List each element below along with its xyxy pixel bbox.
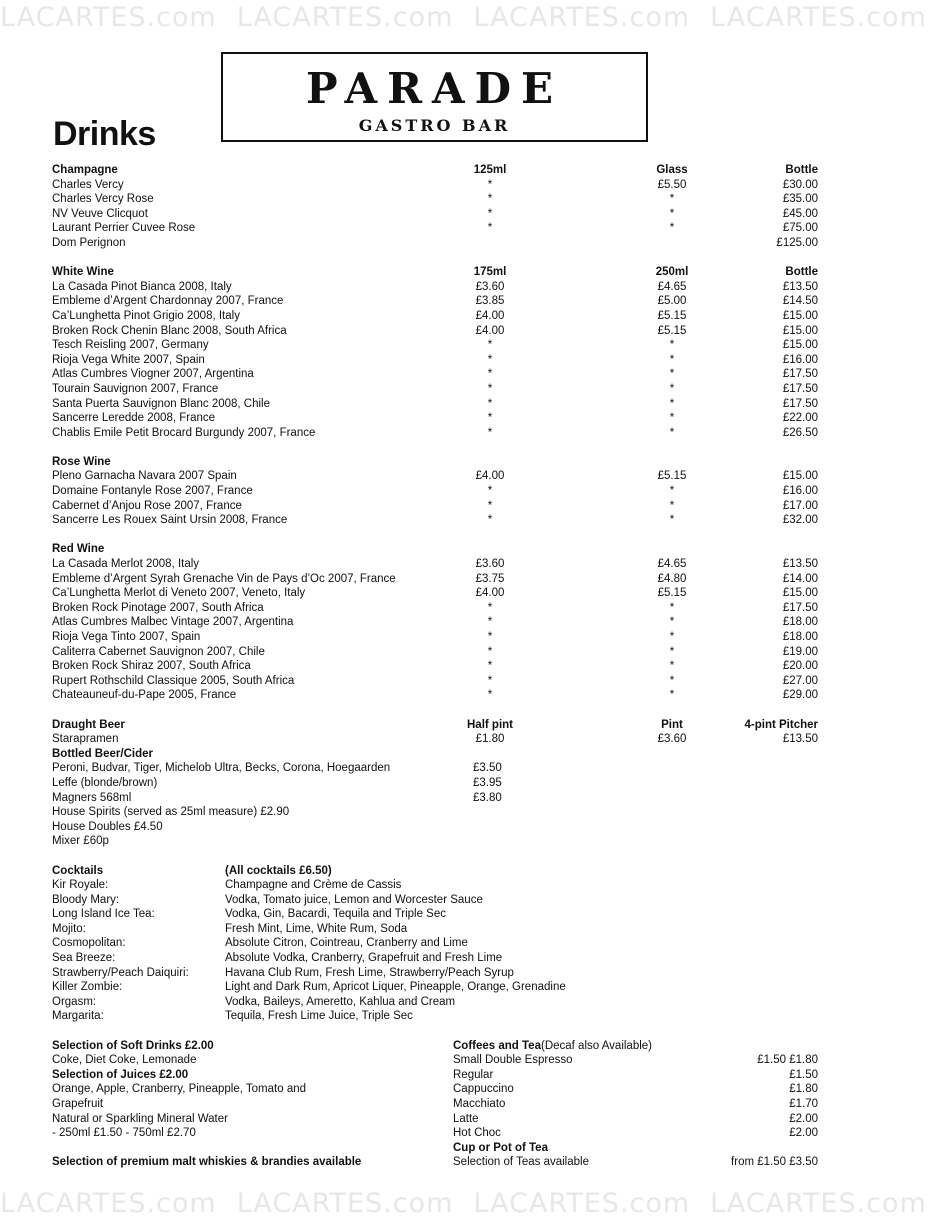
- menu-item: [52, 484, 818, 499]
- price-bottle: £17.50: [782, 368, 818, 381]
- coffee-heading-line: [453, 1039, 818, 1054]
- rose-wine-list: [52, 469, 818, 527]
- item-name: Embleme d’Argent Syrah Grenache Vin de Pays d’Oc 2007, France: [52, 572, 396, 585]
- watermark-text: LACARTES.com: [236, 2, 454, 33]
- watermark-bottom: [0, 1188, 927, 1228]
- price-bottle: £125.00: [776, 236, 818, 249]
- item-name: Macchiato: [453, 1098, 506, 1110]
- price-large: *: [669, 339, 675, 352]
- price-bottle: £15.00: [782, 324, 818, 337]
- menu-item: [52, 367, 818, 382]
- section-heading: Red Wine: [52, 543, 105, 556]
- price-bottle: £13.50: [782, 280, 818, 293]
- price-bottle: £75.00: [782, 222, 818, 235]
- menu-item: [52, 499, 818, 514]
- price-large: *: [669, 689, 675, 702]
- menu-item: [52, 572, 818, 587]
- coffee-column: [453, 1039, 818, 1170]
- item-name: Tesch Reisling 2007, Germany: [52, 339, 209, 352]
- section-header: [52, 718, 818, 733]
- item-price: £2.00: [789, 1112, 818, 1125]
- soft-drinks-and-coffee: [52, 1039, 818, 1170]
- price-large: *: [669, 382, 675, 395]
- cocktail-item: [52, 1009, 818, 1024]
- price-large: £4.65: [657, 558, 687, 571]
- price-bottle: £18.00: [782, 616, 818, 629]
- spirits-line: [52, 805, 818, 820]
- price-small: *: [487, 222, 493, 235]
- section-heading: Rose Wine: [52, 455, 111, 468]
- champagne-list: [52, 178, 818, 251]
- price-large: *: [669, 616, 675, 629]
- drinks-menu: [52, 163, 818, 1170]
- item-price: £1.80: [789, 1083, 818, 1096]
- price-bottle: £15.00: [782, 587, 818, 600]
- price-large: *: [669, 499, 675, 512]
- menu-item: [52, 761, 818, 776]
- menu-item: [52, 659, 818, 674]
- menu-item: [52, 674, 818, 689]
- item-price: £2.00: [789, 1127, 818, 1140]
- item-price: £1.50 £1.80: [757, 1054, 818, 1067]
- cocktail-item: [52, 878, 818, 893]
- price-large: *: [669, 193, 675, 206]
- item-price: from £1.50 £3.50: [731, 1156, 818, 1169]
- juices-items: Grapefruit: [52, 1098, 104, 1110]
- cocktail-item: [52, 936, 818, 951]
- column-heading: 175ml: [473, 266, 507, 279]
- cocktail-item: [52, 980, 818, 995]
- menu-item: [52, 630, 818, 645]
- menu-item: [453, 1112, 818, 1127]
- cocktail-ingredients: Vodka, Gin, Bacardi, Tequila and Triple Sec: [225, 908, 446, 921]
- cocktail-ingredients: Vodka, Baileys, Ameretto, Kahlua and Cream: [225, 995, 456, 1008]
- menu-item: [52, 397, 818, 412]
- column-heading: 125ml: [473, 164, 507, 176]
- price-bottle: £45.00: [782, 207, 818, 220]
- price-large: *: [669, 368, 675, 381]
- price-pint: £3.60: [657, 733, 687, 746]
- item-name: Domaine Fontanyle Rose 2007, France: [52, 485, 253, 498]
- menu-item: [52, 557, 818, 572]
- cocktail-name: Kir Royale:: [52, 879, 109, 892]
- price-large: £4.65: [657, 280, 687, 293]
- soft-drinks-column: [52, 1039, 432, 1170]
- item-name: Selection of Teas available: [453, 1156, 589, 1169]
- menu-item: [52, 426, 818, 441]
- price-large: £4.80: [657, 572, 687, 585]
- section-heading: Cocktails: [52, 864, 104, 877]
- price-small: *: [487, 178, 493, 191]
- section-header: [52, 455, 818, 470]
- cocktail-name: Mojito:: [52, 922, 86, 935]
- price-small: £4.00: [475, 309, 505, 322]
- price-large: *: [669, 674, 675, 687]
- item-name: Atlas Cumbres Malbec Vintage 2007, Argentina: [52, 616, 294, 629]
- item-name: Peroni, Budvar, Tiger, Michelob Ultra, Becks, Corona, Hoegaarden: [52, 762, 391, 775]
- menu-item: [52, 324, 818, 339]
- item-name: Cappuccino: [453, 1083, 514, 1096]
- price-small: £4.00: [475, 587, 505, 600]
- menu-item: [52, 688, 818, 703]
- item-name: Cabernet d’Anjou Rose 2007, France: [52, 499, 242, 512]
- section-heading: White Wine: [52, 266, 114, 279]
- menu-item: [52, 294, 818, 309]
- price-small: *: [487, 193, 493, 206]
- spirits-text: House Doubles £4.50: [52, 820, 163, 833]
- price-pitcher: £13.50: [782, 733, 818, 746]
- price-small: *: [487, 412, 493, 425]
- cocktail-name: Cosmopolitan:: [52, 937, 126, 950]
- price-small: *: [487, 631, 493, 643]
- spirits-line: [52, 820, 818, 835]
- price-small: *: [487, 674, 493, 687]
- item-price: £1.50: [789, 1068, 818, 1081]
- item-name: Sancerre Les Rouex Saint Ursin 2008, France: [52, 514, 288, 527]
- menu-item: [453, 1126, 818, 1141]
- price-bottle: £16.00: [782, 485, 818, 498]
- column-heading: Bottle: [785, 266, 818, 279]
- column-heading: Bottle: [785, 164, 818, 176]
- price-bottle: £14.00: [782, 572, 818, 585]
- price-bottle: £26.50: [782, 426, 818, 439]
- spirits-text: House Spirits (served as 25ml measure) £2.90: [52, 806, 290, 819]
- price-small: *: [487, 353, 493, 366]
- menu-item: [52, 207, 818, 222]
- item-name: Ca’Lunghetta Pinot Grigio 2008, Italy: [52, 309, 240, 322]
- watermark-text: LACARTES.com: [710, 2, 927, 33]
- price-small: *: [487, 499, 493, 512]
- cocktail-ingredients: Vodka, Tomato juice, Lemon and Worcester Sauce: [225, 893, 483, 906]
- price-small: *: [487, 339, 493, 352]
- price-small: £3.60: [475, 280, 505, 293]
- cocktail-ingredients: Fresh Mint, Lime, White Rum, Soda: [225, 922, 408, 935]
- soft-drinks-items: Coke, Diet Coke, Lemonade: [52, 1054, 197, 1067]
- item-name: Hot Choc: [453, 1127, 501, 1140]
- watermark-text: LACARTES.com: [0, 1188, 217, 1219]
- cocktail-name: Margarita:: [52, 1010, 104, 1023]
- item-name: Chateauneuf-du-Pape 2005, France: [52, 689, 237, 702]
- white-wine-section: [52, 265, 818, 440]
- item-name: Pleno Garnacha Navara 2007 Spain: [52, 470, 237, 483]
- juices-items: Orange, Apple, Cranberry, Pineapple, Tomato and: [52, 1083, 307, 1096]
- menu-item: [52, 791, 818, 806]
- price-large: *: [669, 412, 675, 425]
- coffee-heading-note: (Decaf also Available): [540, 1039, 652, 1052]
- juices-heading: Selection of Juices £2.00: [52, 1068, 189, 1081]
- beer-section: [52, 718, 818, 849]
- item-name: Atlas Cumbres Viogner 2007, Argentina: [52, 368, 254, 381]
- cocktail-item: [52, 893, 818, 908]
- price-large: *: [669, 207, 675, 220]
- item-name: La Casada Pinot Bianca 2008, Italy: [52, 280, 232, 293]
- item-price: £1.70: [789, 1098, 818, 1110]
- price-small: *: [487, 426, 493, 439]
- cocktails-section: [52, 864, 818, 1025]
- cocktail-item: [52, 966, 818, 981]
- price-bottle: £32.00: [782, 514, 818, 527]
- price-small: *: [487, 485, 493, 498]
- item-name: Latte: [453, 1112, 479, 1125]
- spirits-text: Mixer £60p: [52, 835, 109, 848]
- column-heading: Glass: [656, 164, 688, 176]
- section-header: [52, 163, 818, 178]
- watermark-text: LACARTES.com: [473, 1188, 691, 1219]
- white-wine-list: [52, 280, 818, 441]
- item-name: Broken Rock Shiraz 2007, South Africa: [52, 660, 251, 673]
- item-name: Ca’Lunghetta Merlot di Veneto 2007, Veneto, Italy: [52, 587, 306, 600]
- watermark-text: LACARTES.com: [236, 1188, 454, 1219]
- menu-item: [52, 586, 818, 601]
- price-small: *: [487, 660, 493, 673]
- item-name: Embleme d’Argent Chardonnay 2007, France: [52, 295, 284, 308]
- item-name: Dom Perignon: [52, 236, 126, 249]
- menu-item: [52, 469, 818, 484]
- price-bottle: £17.00: [782, 499, 818, 512]
- price-small: *: [487, 207, 493, 220]
- price-bottle: £30.00: [782, 178, 818, 191]
- item-name: Rioja Vega White 2007, Spain: [52, 353, 205, 366]
- price-large: *: [669, 631, 675, 643]
- cocktail-ingredients: Tequila, Fresh Lime Juice, Triple Sec: [225, 1010, 413, 1023]
- price-small: *: [487, 616, 493, 629]
- price-half-pint: £1.80: [475, 733, 505, 746]
- menu-item: [453, 1155, 818, 1170]
- item-name: Sancerre Leredde 2008, France: [52, 412, 216, 425]
- column-heading: Pint: [661, 718, 683, 731]
- menu-item: [453, 1053, 818, 1068]
- price-large: *: [669, 660, 675, 673]
- champagne-section: [52, 163, 818, 251]
- column-heading: 250ml: [655, 266, 689, 279]
- price-bottle: £14.50: [782, 295, 818, 308]
- price-large: £5.00: [657, 295, 687, 308]
- price-large: £5.15: [657, 324, 687, 337]
- section-heading: Bottled Beer/Cider: [52, 747, 153, 760]
- item-name: NV Veuve Clicquot: [52, 207, 148, 220]
- logo-title: PARADE: [305, 64, 564, 113]
- logo-subtitle: GASTRO BAR: [358, 116, 511, 135]
- cocktail-ingredients: Absolute Vodka, Cranberry, Grapefruit and Fresh Lime: [225, 952, 503, 965]
- column-heading: Half pint: [467, 718, 513, 731]
- item-name: Caliterra Cabernet Sauvignon 2007, Chile: [52, 645, 265, 658]
- menu-item: [52, 513, 818, 528]
- item-price: £3.80: [473, 791, 502, 804]
- cocktail-name: Long Island Ice Tea:: [52, 908, 155, 921]
- item-name: Leffe (blonde/brown): [52, 776, 158, 789]
- menu-item: [52, 280, 818, 295]
- cocktail-item: [52, 951, 818, 966]
- item-name: Rioja Vega Tinto 2007, Spain: [52, 631, 201, 643]
- price-small: *: [487, 601, 493, 614]
- item-price: £3.95: [473, 776, 502, 789]
- menu-item: [52, 382, 818, 397]
- price-large: *: [669, 353, 675, 366]
- item-name: Charles Vercy Rose: [52, 193, 154, 206]
- price-small: £4.00: [475, 324, 505, 337]
- price-small: £4.00: [475, 470, 505, 483]
- menu-item: [52, 178, 818, 193]
- menu-item: [52, 601, 818, 616]
- price-bottle: £17.50: [782, 601, 818, 614]
- price-bottle: £18.00: [782, 631, 818, 643]
- price-large: £5.15: [657, 587, 687, 600]
- menu-item: [52, 732, 818, 747]
- section-header: [52, 542, 818, 557]
- red-wine-list: [52, 557, 818, 703]
- menu-item: [52, 776, 818, 791]
- item-name: Chablis Emile Petit Brocard Burgundy 2007, France: [52, 426, 316, 439]
- item-name: Charles Vercy: [52, 178, 124, 191]
- item-name: Small Double Espresso: [453, 1054, 573, 1067]
- price-small: £3.85: [475, 295, 505, 308]
- price-bottle: £19.00: [782, 645, 818, 658]
- item-name: La Casada Merlot 2008, Italy: [52, 558, 200, 571]
- cocktail-item: [52, 907, 818, 922]
- watermark-text: LACARTES.com: [473, 2, 691, 33]
- price-large: *: [669, 645, 675, 658]
- column-heading: 4-pint Pitcher: [744, 718, 818, 731]
- price-small: *: [487, 514, 493, 527]
- menu-item: [52, 221, 818, 236]
- premium-spirits-note: Selection of premium malt whiskies & brandies available: [52, 1156, 362, 1169]
- cocktails-list: [52, 878, 818, 1024]
- menu-item: [453, 1082, 818, 1097]
- cocktail-ingredients: Havana Club Rum, Fresh Lime, Strawberry/Peach Syrup: [225, 966, 514, 979]
- section-heading: Draught Beer: [52, 718, 125, 731]
- price-large: *: [669, 222, 675, 235]
- cocktail-ingredients: Absolute Citron, Cointreau, Cranberry and Lime: [225, 937, 468, 950]
- item-name: Starapramen: [52, 733, 119, 746]
- price-bottle: £13.50: [782, 558, 818, 571]
- price-large: *: [669, 426, 675, 439]
- item-name: Regular: [453, 1068, 494, 1081]
- price-small: *: [487, 397, 493, 410]
- menu-item: [52, 615, 818, 630]
- menu-item: [52, 353, 818, 368]
- watermark-top: [0, 2, 927, 42]
- item-name: Laurant Perrier Cuvee Rose: [52, 222, 196, 235]
- section-header: [52, 265, 818, 280]
- cocktails-note: (All cocktails £6.50): [225, 864, 332, 877]
- price-large: £5.50: [657, 178, 687, 191]
- rose-wine-section: [52, 455, 818, 528]
- spirits-line: [52, 834, 818, 849]
- price-small: *: [487, 689, 493, 702]
- water-text: Natural or Sparkling Mineral Water: [52, 1112, 228, 1125]
- cocktail-name: Orgasm:: [52, 995, 97, 1008]
- price-bottle: £15.00: [782, 309, 818, 322]
- item-name: Broken Rock Pinotage 2007, South Africa: [52, 601, 264, 614]
- price-bottle: £15.00: [782, 339, 818, 352]
- item-price: £3.50: [473, 762, 502, 775]
- item-name: Santa Puerta Sauvignon Blanc 2008, Chile: [52, 397, 271, 410]
- cocktail-name: Bloody Mary:: [52, 893, 120, 906]
- cocktail-name: Sea Breeze:: [52, 952, 116, 965]
- menu-item: [52, 309, 818, 324]
- menu-item: [453, 1097, 818, 1112]
- page-title: Drinks: [53, 115, 156, 153]
- cocktail-name: Killer Zombie:: [52, 981, 123, 994]
- cocktail-name: Strawberry/Peach Daiquiri:: [52, 966, 189, 979]
- price-small: £3.60: [475, 558, 505, 571]
- item-name: Magners 568ml: [52, 791, 132, 804]
- menu-item: [52, 645, 818, 660]
- cocktail-ingredients: Light and Dark Rum, Apricot Liquer, Pineapple, Orange, Grenadine: [225, 981, 566, 994]
- cocktail-item: [52, 922, 818, 937]
- price-large: *: [669, 397, 675, 410]
- price-bottle: £22.00: [782, 412, 818, 425]
- price-bottle: £17.50: [782, 382, 818, 395]
- section-header: [52, 747, 818, 762]
- price-large: *: [669, 485, 675, 498]
- item-name: Tourain Sauvignon 2007, France: [52, 382, 219, 395]
- price-bottle: £27.00: [782, 674, 818, 687]
- cocktail-item: [52, 995, 818, 1010]
- cocktail-ingredients: Champagne and Crème de Cassis: [225, 879, 402, 892]
- section-heading: Champagne: [52, 164, 118, 176]
- price-bottle: £16.00: [782, 353, 818, 366]
- menu-item: [52, 411, 818, 426]
- red-wine-section: [52, 542, 818, 703]
- price-small: *: [487, 368, 493, 381]
- price-bottle: £17.50: [782, 397, 818, 410]
- coffee-heading: Coffees and Tea: [453, 1039, 541, 1052]
- coffee-list: [453, 1053, 818, 1141]
- item-name: Rupert Rothschild Classique 2005, South Africa: [52, 674, 295, 687]
- price-large: £5.15: [657, 470, 687, 483]
- price-small: *: [487, 645, 493, 658]
- logo: [221, 52, 648, 142]
- item-name: Broken Rock Chenin Blanc 2008, South Africa: [52, 324, 287, 337]
- watermark-text: LACARTES.com: [0, 2, 217, 33]
- menu-item: [52, 338, 818, 353]
- section-header: [52, 864, 818, 879]
- price-bottle: £29.00: [782, 689, 818, 702]
- spacer: [52, 1141, 432, 1156]
- price-bottle: £35.00: [782, 193, 818, 206]
- price-small: *: [487, 382, 493, 395]
- price-large: *: [669, 601, 675, 614]
- price-large: *: [669, 514, 675, 527]
- menu-item: [453, 1068, 818, 1083]
- water-prices: - 250ml £1.50 - 750ml £2.70: [52, 1127, 196, 1140]
- soft-drinks-heading: Selection of Soft Drinks £2.00: [52, 1039, 214, 1052]
- price-small: £3.75: [475, 572, 505, 585]
- price-large: £5.15: [657, 309, 687, 322]
- price-bottle: £20.00: [782, 660, 818, 673]
- tea-heading: Cup or Pot of Tea: [453, 1141, 548, 1154]
- watermark-text: LACARTES.com: [710, 1188, 927, 1219]
- menu-item: [52, 192, 818, 207]
- menu-item: [52, 236, 818, 251]
- price-bottle: £15.00: [782, 470, 818, 483]
